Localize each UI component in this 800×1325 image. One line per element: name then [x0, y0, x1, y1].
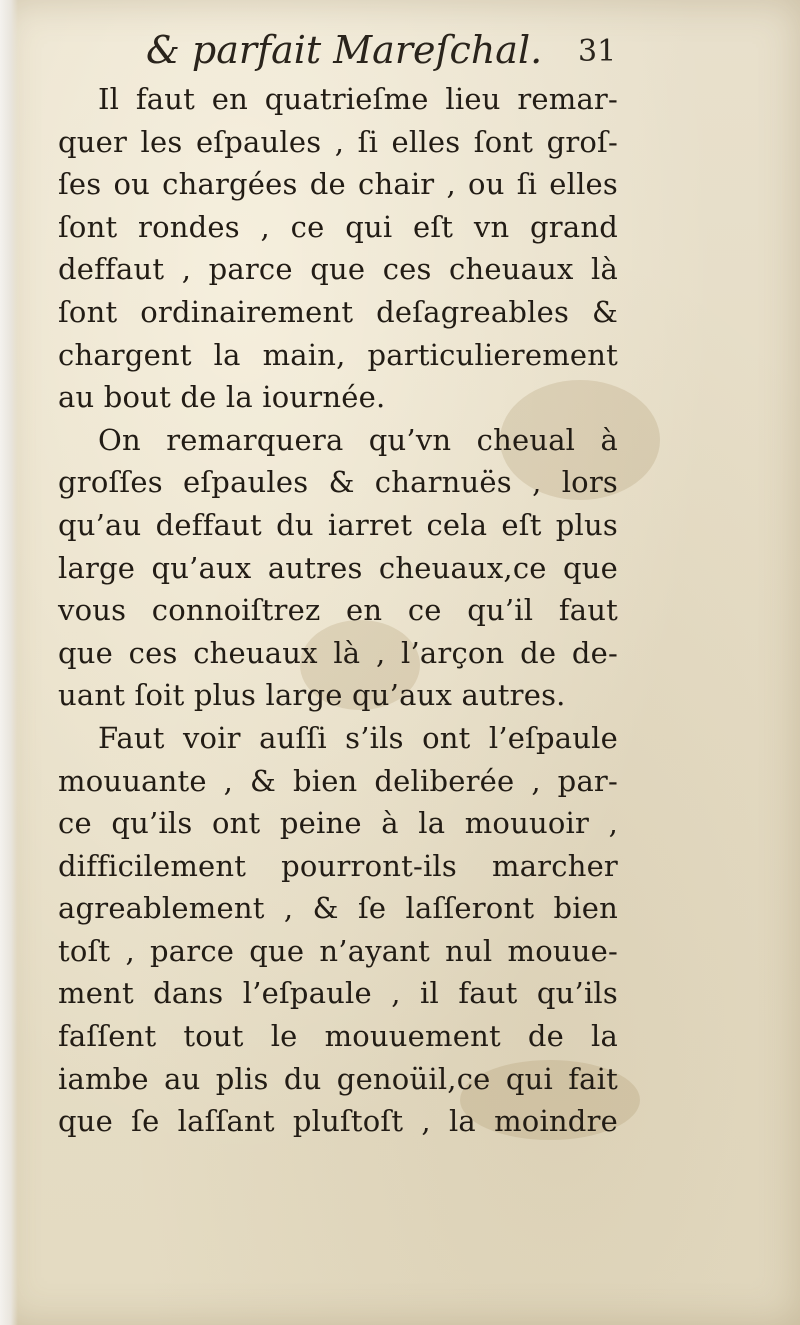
text-line: vous connoiſtrez en ce qu’il faut	[58, 593, 618, 628]
text-line: que ces cheuaux là , l’arçon de de-	[58, 635, 618, 670]
text-line: large qu’aux autres cheuaux,ce que	[58, 550, 618, 585]
text-line: ſont rondes , ce qui eſt vn grand	[58, 209, 618, 244]
text-line: ſes ou chargées de chair , ou ſi elles	[58, 167, 618, 202]
text-line: Faut voir auſſi s’ils ont l’eſpaule	[98, 720, 618, 755]
text-line: agreablement , & ſe laſſeront bien	[58, 891, 618, 926]
text-line: que ſe laſſant pluſtoſt , la moindre	[58, 1104, 618, 1139]
text-line: groſſes eſpaules & charnuës , lors	[58, 465, 618, 500]
body-text	[58, 78, 618, 1143]
paragraph	[58, 419, 618, 717]
page-edge	[0, 0, 18, 1325]
page-number: 31	[578, 34, 617, 69]
paragraph	[58, 78, 618, 419]
text-line: qu’au deffaut du iarret cela eſt plus	[58, 507, 618, 542]
text-line: ment dans l’eſpaule , il faut qu’ils	[58, 976, 618, 1011]
text-line: faſſent tout le mouuement de la	[58, 1019, 618, 1054]
text-line: mouuante , & bien deliberée , par-	[58, 763, 618, 798]
text-line: chargent la main, particulierement	[58, 337, 618, 372]
text-line: deffaut , parce que ces cheuaux là	[58, 252, 618, 287]
text-line: difficilement pourront-ils marcher	[58, 848, 618, 883]
text-line: iambe au plis du genoüil,ce qui fait	[58, 1061, 618, 1096]
running-head-title: & parfait Mareſchal.	[146, 28, 543, 72]
text-line: On remarquera qu’vn cheual à	[98, 422, 618, 457]
text-line: quer les eſpaules , ſi elles ſont groſ-	[58, 124, 618, 159]
paragraph	[58, 717, 618, 1143]
text-line: ce qu’ils ont peine à la mouuoir ,	[58, 806, 618, 841]
text-line: toſt , parce que n’ayant nul mouue-	[58, 933, 618, 968]
text-line: uant ſoit plus large qu’aux autres.	[58, 678, 566, 713]
text-line: ſont ordinairement deſagreables &	[58, 294, 618, 329]
text-line: Il faut en quatrieſme lieu remar-	[98, 82, 618, 116]
text-line: au bout de la iournée.	[58, 380, 386, 415]
